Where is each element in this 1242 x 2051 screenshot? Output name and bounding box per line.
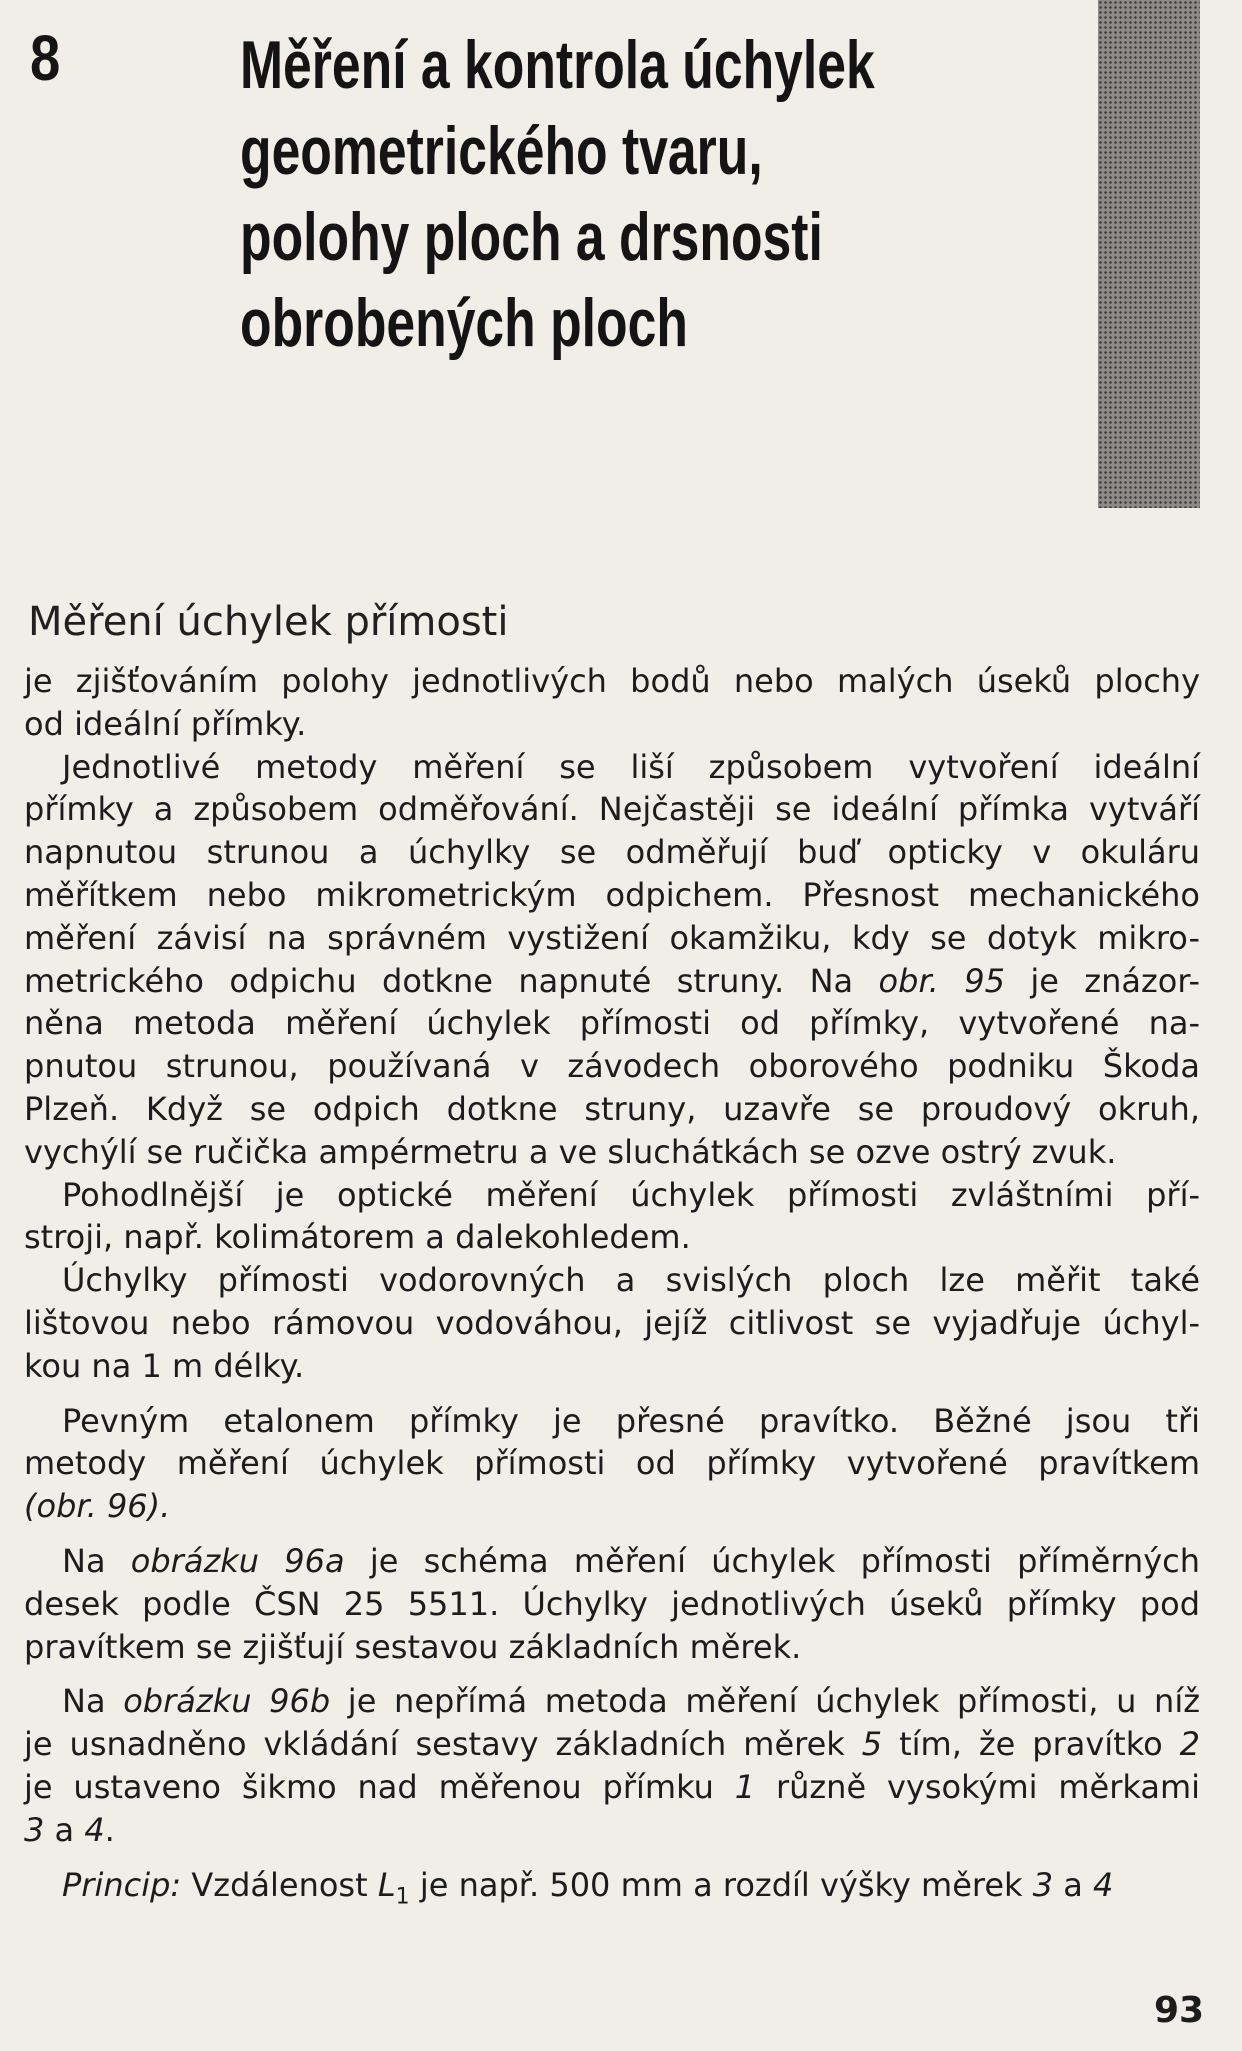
emphasis-text: 3	[1032, 1865, 1054, 1904]
page-number: 93	[1154, 1990, 1205, 2031]
emphasis-text: Princip:	[62, 1865, 182, 1904]
text-line	[24, 960, 1200, 1003]
text-run: různě vysokými měrkami	[755, 1767, 1201, 1806]
text-run: vychýlí se ručička ampérmetru a ve sluchátkách se ozve ostrý zvuk.	[24, 1132, 1117, 1171]
section-heading: Měření úchylek přímosti	[28, 599, 509, 646]
emphasis-text: 5	[861, 1725, 883, 1764]
text-line	[24, 1723, 1200, 1766]
text-line	[24, 1766, 1200, 1809]
text-line	[24, 1302, 1200, 1345]
text-line	[24, 660, 1200, 703]
text-line	[24, 1485, 1200, 1528]
emphasis-text: 1	[734, 1767, 756, 1806]
text-line	[24, 917, 1200, 960]
chapter-title-line: polohy ploch a drsnosti	[240, 199, 823, 275]
text-line	[24, 1259, 1200, 1302]
text-line	[24, 1088, 1200, 1131]
text-run: je např. 500 mm a rozdíl výšky měrek	[409, 1865, 1033, 1904]
text-line	[24, 788, 1200, 831]
emphasis-text: obrázku 96b	[123, 1682, 331, 1721]
text-run: Plzeň. Když se odpich dotkne struny, uzavře se proudový okruh,	[24, 1089, 1200, 1128]
text-run: pravítkem se zjišťují sestavou základních měrek.	[24, 1627, 802, 1666]
text-run: Pohodlnější je optické měření úchylek přímosti zvláštními pří-	[62, 1175, 1200, 1214]
text-line	[24, 1864, 1200, 1919]
text-line	[24, 1216, 1200, 1259]
chapter-number: 8	[30, 22, 61, 94]
text-run: měření závisí na správném vystižení okamžiku, kdy se dotyk mikro-	[24, 918, 1200, 957]
chapter-title-line: obrobených ploch	[240, 285, 688, 361]
text-run: tím, že pravítko	[882, 1725, 1180, 1764]
text-run: je znázor-	[1004, 961, 1201, 1000]
text-line	[24, 831, 1200, 874]
emphasis-text: L	[377, 1865, 396, 1904]
body-text	[24, 660, 1200, 1919]
emphasis-text: (obr. 96).	[24, 1487, 171, 1526]
emphasis-text: 3	[24, 1810, 45, 1849]
text-line	[24, 874, 1200, 917]
text-run: a	[1053, 1865, 1094, 1904]
text-run: a	[44, 1810, 85, 1849]
text-run: je schéma měření úchylek přímosti příměrných	[344, 1541, 1201, 1580]
text-run: přímky a způsobem odměřování. Nejčastěji se ideální přímka vytváří	[24, 790, 1200, 829]
text-line	[24, 1131, 1200, 1174]
text-line	[24, 1045, 1200, 1088]
text-run: stroji, např. kolimátorem a dalekohledem.	[24, 1218, 691, 1257]
text-line	[24, 1809, 1200, 1852]
text-run: je usnadněno vkládání sestavy základních měrek	[24, 1725, 862, 1764]
emphasis-text: 2	[1179, 1725, 1201, 1764]
text-run: kou na 1 m délky.	[24, 1346, 305, 1385]
text-line	[24, 1583, 1200, 1626]
emphasis-text: obrázku 96a	[130, 1541, 345, 1580]
text-run: je ustaveno šikmo nad měřenou přímku	[24, 1767, 735, 1806]
text-run: Na	[62, 1541, 131, 1580]
text-line	[24, 1626, 1200, 1669]
text-run: Vzdálenost	[181, 1865, 378, 1904]
subscript: 1	[395, 1883, 410, 1909]
text-run: Jednotlivé metody měření se liší způsobem vytvoření ideální	[62, 747, 1200, 786]
text-line	[24, 703, 1200, 746]
text-run: desek podle ČSN 25 5511. Úchylky jednotlivých úseků přímky pod	[24, 1584, 1200, 1623]
text-run: Úchylky přímosti vodorovných a svislých ploch lze měřit také	[62, 1261, 1200, 1300]
text-line	[24, 1540, 1200, 1583]
chapter-title-line: geometrického tvaru,	[240, 113, 763, 189]
text-run: Pevným etalonem přímky je přesné pravítko. Běžné jsou tři	[62, 1401, 1200, 1440]
text-run: lištovou nebo rámovou vodováhou, jejíž citlivost se vyjadřuje úchyl-	[24, 1303, 1200, 1342]
chapter-title-line: Měření a kontrola úchylek	[240, 27, 875, 103]
text-line	[24, 1442, 1200, 1485]
text-run: od ideální přímky.	[24, 704, 307, 743]
emphasis-text: obr. 95	[878, 961, 1005, 1000]
text-run: .	[104, 1810, 115, 1849]
text-run: je zjišťováním polohy jednotlivých bodů nebo malých úseků plochy	[24, 662, 1200, 700]
text-line	[24, 746, 1200, 789]
text-line	[24, 1174, 1200, 1217]
text-run: pnutou strunou, používaná v závodech oborového podniku Škoda	[24, 1047, 1200, 1086]
chapter-title	[240, 22, 909, 366]
halftone-edge-band	[1098, 0, 1200, 508]
text-run: je nepřímá metoda měření úchylek přímosti, u níž	[330, 1682, 1201, 1721]
text-run: měřítkem nebo mikrometrickým odpichem. Přesnost mechanického	[24, 875, 1200, 914]
text-line	[24, 1680, 1200, 1723]
text-run: Na	[62, 1682, 124, 1721]
text-line	[24, 1345, 1200, 1388]
emphasis-text: 4	[84, 1810, 105, 1849]
text-run: něna metoda měření úchylek přímosti od přímky, vytvořené na-	[24, 1004, 1200, 1043]
text-run: metody měření úchylek přímosti od přímky vytvořené pravítkem	[24, 1444, 1200, 1483]
emphasis-text: 4	[1093, 1865, 1114, 1904]
text-line	[24, 1002, 1200, 1045]
text-run: metrického odpichu dotkne napnuté struny. Na	[24, 961, 879, 1000]
text-line	[24, 1400, 1200, 1443]
text-run: napnutou strunou a úchylky se odměřují buď opticky v okuláru	[24, 833, 1200, 872]
